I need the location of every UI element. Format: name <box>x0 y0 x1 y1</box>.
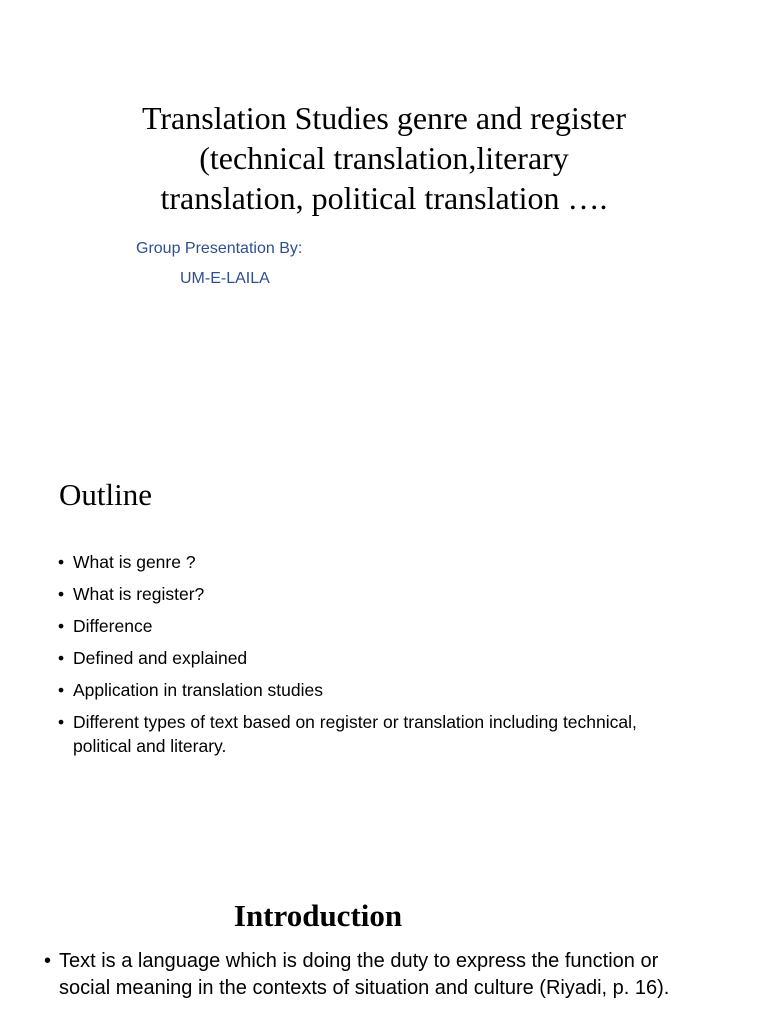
slide-introduction <box>0 880 768 1024</box>
slide-outline <box>0 460 768 860</box>
bullet-icon: • <box>58 680 65 700</box>
bullet-icon: • <box>58 712 65 732</box>
outline-item-text: Difference <box>73 616 153 636</box>
outline-item <box>58 710 698 758</box>
bullet-icon: • <box>58 648 65 668</box>
presenter-name: UM-E-LAILA <box>180 270 270 287</box>
slide-title-heading <box>60 98 708 218</box>
title-line: translation, political translation …. <box>160 180 608 216</box>
outline-item-text: What is genre ? <box>73 552 196 572</box>
bullet-icon: • <box>58 552 65 572</box>
bullet-icon: • <box>58 616 65 636</box>
title-line: (technical translation,literary <box>199 140 569 176</box>
bullet-icon: • <box>44 950 52 972</box>
outline-item <box>58 582 698 606</box>
introduction-heading: Introduction <box>233 898 403 933</box>
introduction-list <box>44 948 684 1002</box>
introduction-item-text: Text is a language which is doing the duty to express the function or social meaning in the contexts of situation and culture (Riyadi, p. 16). <box>59 950 670 999</box>
outline-item-text: What is register? <box>73 584 205 604</box>
bullet-icon: • <box>58 584 65 604</box>
outline-item <box>58 614 698 638</box>
outline-item-text: Defined and explained <box>73 648 248 668</box>
title-line: Translation Studies genre and register <box>141 100 627 136</box>
slide-title <box>0 0 768 430</box>
outline-item <box>58 550 698 574</box>
outline-item-text: Application in translation studies <box>73 680 324 700</box>
outline-item <box>58 646 698 670</box>
outline-heading: Outline <box>59 477 152 512</box>
outline-item-text: Different types of text based on register or translation including technical, political and literary. <box>73 712 637 756</box>
presenter-label: Group Presentation By: <box>136 240 303 257</box>
outline-item <box>58 678 698 702</box>
introduction-item <box>44 948 684 1002</box>
outline-list <box>58 550 698 766</box>
